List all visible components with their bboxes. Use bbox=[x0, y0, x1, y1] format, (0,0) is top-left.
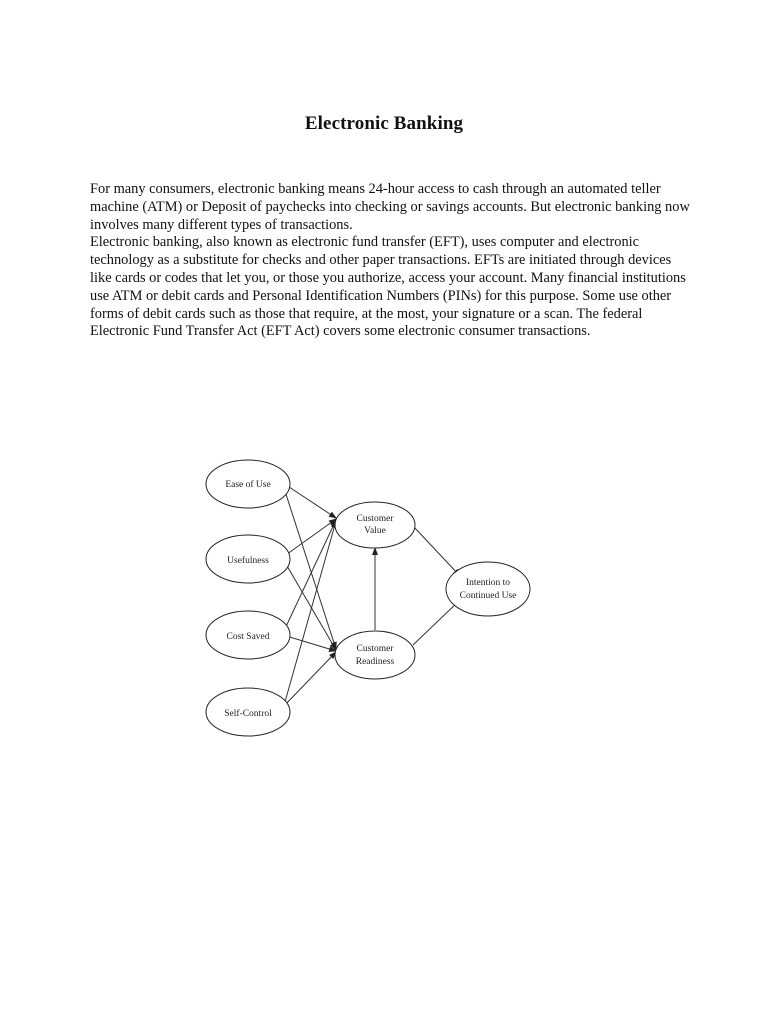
node-label: Usefulness bbox=[227, 556, 269, 566]
edge-ease-to-value bbox=[283, 483, 336, 518]
node-label-line1: Customer bbox=[356, 514, 394, 524]
body-text bbox=[90, 181, 690, 341]
edge-ease-to-readiness bbox=[283, 485, 336, 649]
node-label-line1: Customer bbox=[356, 644, 394, 654]
node-self-control bbox=[206, 688, 290, 736]
node-label-line1: Intention to bbox=[465, 578, 511, 588]
paragraph-2: Electronic banking, also known as electronic fund transfer (EFT), uses computer and electronic technology as a substitute for checks and other paper transactions. EFTs are initiated through devices like cards or codes that let you, or those you authorize, access your account. Many financial institutions use ATM or debit cards and Personal Identification Numbers (PINs) for this purpose. Some use other forms of debit cards such as those that require, at the most, your signature or a scan. The federal Electronic Fund Transfer Act (EFT Act) covers some electronic consumer transactions. bbox=[90, 234, 686, 340]
edge-value-to-intention bbox=[413, 526, 460, 576]
edges-to-customer-readiness bbox=[283, 485, 336, 707]
edges-to-customer-value bbox=[283, 483, 336, 709]
node-ease-of-use bbox=[206, 460, 290, 508]
node-customer-value bbox=[335, 502, 415, 548]
node-label: Self-Control bbox=[224, 709, 272, 719]
paragraph-1: For many consumers, electronic banking means 24-hour access to cash through an automated teller machine (ATM) or Deposit of paychecks into checking or savings accounts. But electronic banking now involves many different types of transactions. bbox=[90, 181, 690, 233]
node-intention-to-continued-use bbox=[446, 562, 530, 616]
node-label: Ease of Use bbox=[225, 480, 271, 490]
node-label-line2: Continued Use bbox=[459, 591, 517, 601]
node-cost-saved bbox=[206, 611, 290, 659]
node-usefulness bbox=[206, 535, 290, 583]
page-title: Electronic Banking bbox=[304, 113, 464, 134]
node-label-line2: Readiness bbox=[355, 657, 395, 667]
edge-cost-to-readiness bbox=[283, 635, 336, 651]
node-customer-readiness bbox=[335, 631, 415, 679]
edge-usefulness-to-readiness bbox=[283, 559, 336, 650]
node-label-line2: Value bbox=[364, 526, 386, 536]
node-label: Cost Saved bbox=[226, 632, 270, 642]
research-model-diagram bbox=[195, 455, 545, 750]
edge-readiness-to-intention bbox=[413, 600, 460, 645]
diagram-svg bbox=[195, 455, 545, 750]
